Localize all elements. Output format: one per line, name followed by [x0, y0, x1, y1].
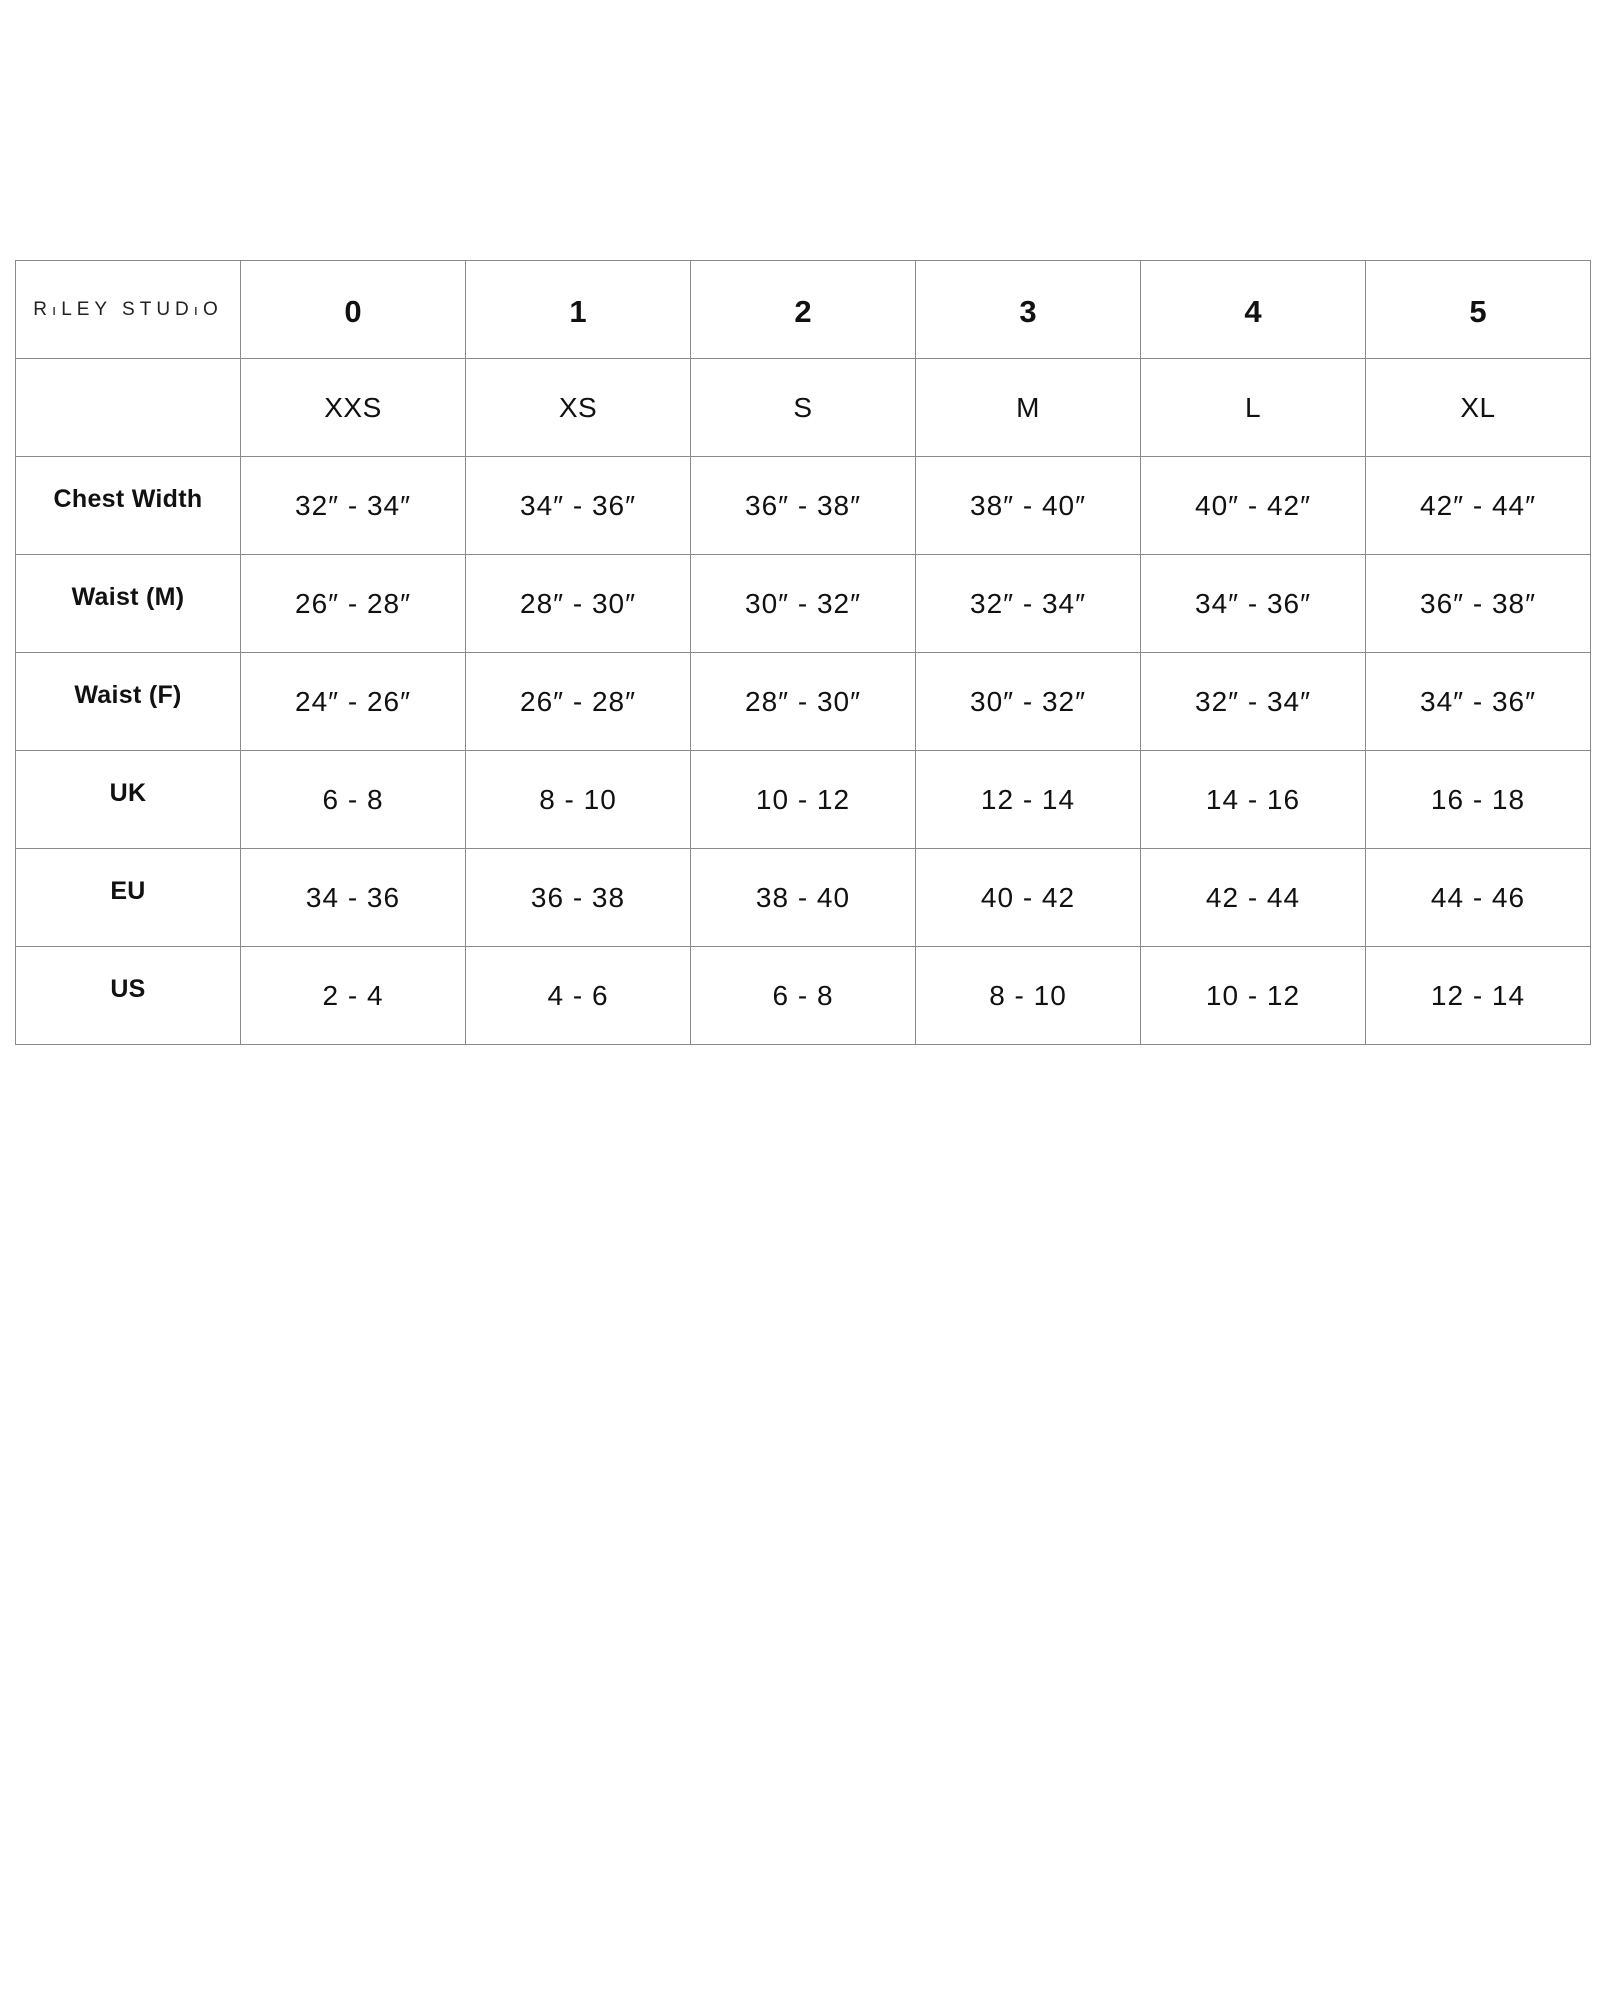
measurement-cell: 28″ - 30″	[691, 653, 916, 751]
measurement-cell: 30″ - 32″	[691, 555, 916, 653]
table-row-eu	[16, 849, 1591, 947]
measurement-cell: 30″ - 32″	[916, 653, 1141, 751]
table-row-uk	[16, 751, 1591, 849]
measurement-cell: 28″ - 30″	[466, 555, 691, 653]
measurement-cell: 10 - 12	[691, 751, 916, 849]
size-chart-table	[15, 260, 1591, 1045]
measurement-cell: 10 - 12	[1141, 947, 1366, 1045]
size-letter-cell: M	[916, 359, 1141, 457]
measurement-cell: 40 - 42	[916, 849, 1141, 947]
size-number-header: 1	[466, 261, 691, 359]
measurement-cell: 36″ - 38″	[1366, 555, 1591, 653]
measurement-cell: 16 - 18	[1366, 751, 1591, 849]
size-number-row	[16, 261, 1591, 359]
measurement-cell: 36 - 38	[466, 849, 691, 947]
measurement-cell: 6 - 8	[241, 751, 466, 849]
measurement-cell: 42 - 44	[1141, 849, 1366, 947]
brand-logo-letter: R	[33, 298, 53, 320]
size-letter-cell: XXS	[241, 359, 466, 457]
row-label	[16, 555, 241, 653]
table-row-chest-width	[16, 457, 1591, 555]
size-number-header: 5	[1366, 261, 1591, 359]
row-label-text: UK	[109, 779, 147, 807]
table-row-waist-f	[16, 653, 1591, 751]
measurement-cell: 8 - 10	[466, 751, 691, 849]
size-number-header: 3	[916, 261, 1141, 359]
brand-logo-letter: ı	[52, 301, 62, 319]
row-label-text: EU	[110, 877, 146, 905]
row-label	[16, 457, 241, 555]
measurement-cell: 34 - 36	[241, 849, 466, 947]
measurement-cell: 12 - 14	[1366, 947, 1591, 1045]
brand-logo-letter: LEY STUD	[61, 298, 194, 320]
measurement-cell: 6 - 8	[691, 947, 916, 1045]
measurement-cell: 38 - 40	[691, 849, 916, 947]
row-label-text: Chest Width	[53, 485, 203, 513]
measurement-cell: 2 - 4	[241, 947, 466, 1045]
measurement-cell: 12 - 14	[916, 751, 1141, 849]
measurement-cell: 38″ - 40″	[916, 457, 1141, 555]
size-letter-row	[16, 359, 1591, 457]
measurement-cell: 32″ - 34″	[241, 457, 466, 555]
measurement-cell: 32″ - 34″	[916, 555, 1141, 653]
row-label-text: US	[110, 975, 146, 1003]
measurement-cell: 24″ - 26″	[241, 653, 466, 751]
measurement-cell: 40″ - 42″	[1141, 457, 1366, 555]
row-label	[16, 947, 241, 1045]
row-label-text: Waist (M)	[71, 583, 185, 611]
measurement-cell: 34″ - 36″	[1366, 653, 1591, 751]
row-label-text: Waist (F)	[74, 681, 182, 709]
size-number-header: 4	[1141, 261, 1366, 359]
measurement-cell: 34″ - 36″	[1141, 555, 1366, 653]
size-letter-cell: XL	[1366, 359, 1591, 457]
size-number-header: 0	[241, 261, 466, 359]
empty-corner-cell	[16, 359, 241, 457]
size-number-header: 2	[691, 261, 916, 359]
size-letter-cell: XS	[466, 359, 691, 457]
brand-logo-letter: O	[202, 298, 223, 320]
table-row-waist-m	[16, 555, 1591, 653]
size-letter-cell: S	[691, 359, 916, 457]
brand-logo-letter: ı	[193, 301, 203, 319]
brand-logo	[16, 261, 241, 359]
measurement-cell: 8 - 10	[916, 947, 1141, 1045]
row-label	[16, 653, 241, 751]
row-label	[16, 751, 241, 849]
measurement-cell: 14 - 16	[1141, 751, 1366, 849]
measurement-cell: 26″ - 28″	[241, 555, 466, 653]
row-label	[16, 849, 241, 947]
measurement-cell: 44 - 46	[1366, 849, 1591, 947]
measurement-cell: 36″ - 38″	[691, 457, 916, 555]
measurement-cell: 42″ - 44″	[1366, 457, 1591, 555]
measurement-cell: 34″ - 36″	[466, 457, 691, 555]
measurement-cell: 32″ - 34″	[1141, 653, 1366, 751]
size-letter-cell: L	[1141, 359, 1366, 457]
measurement-cell: 26″ - 28″	[466, 653, 691, 751]
measurement-cell: 4 - 6	[466, 947, 691, 1045]
table-row-us	[16, 947, 1591, 1045]
